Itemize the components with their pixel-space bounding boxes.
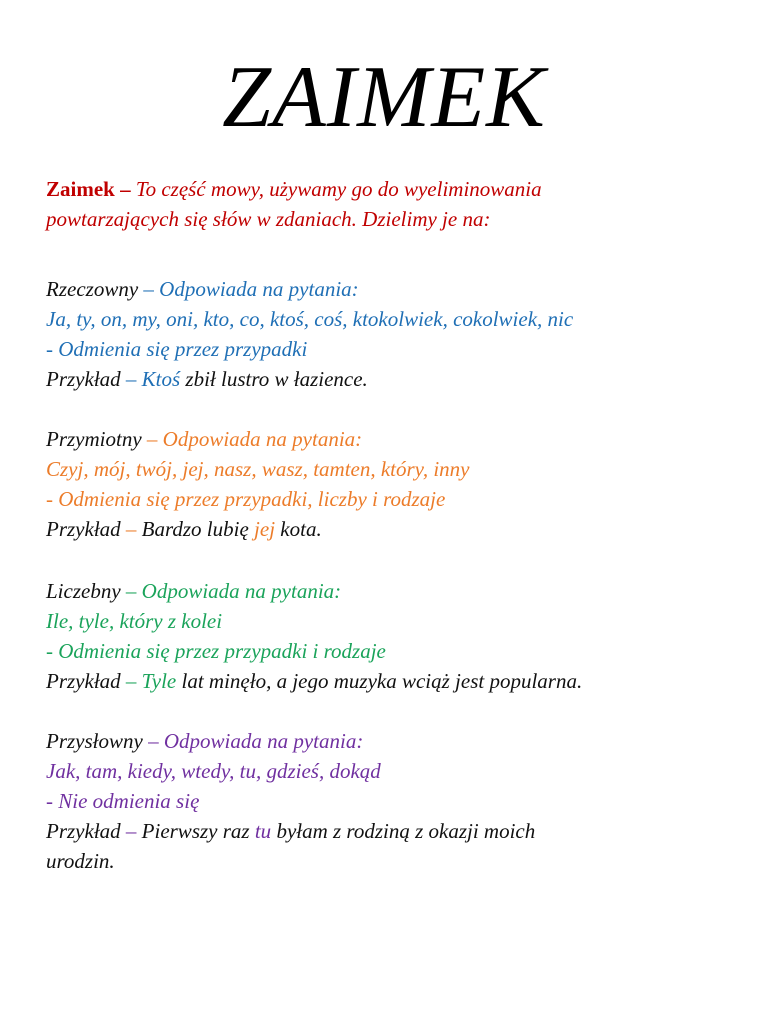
section-question: – Odpowiada na pytania: [138, 277, 359, 301]
example-label: Przykład [46, 669, 121, 693]
section-heading [46, 726, 746, 756]
example-dash: – [120, 819, 142, 843]
section-examples: Ile, tyle, który z kolei [46, 609, 223, 633]
example-rest: kota. [275, 517, 322, 541]
section-question: – Odpowiada na pytania: [142, 729, 364, 753]
section-przyslowny [46, 726, 746, 876]
section-heading [46, 274, 746, 304]
example-label: Przykład [46, 367, 121, 391]
section-rzeczowny [46, 274, 746, 394]
example-dash: – [120, 669, 142, 693]
section-question: – Odpowiada na pytania: [141, 427, 363, 451]
section-liczebny [46, 576, 746, 696]
example-label: Przykład [46, 819, 121, 843]
intro-paragraph [46, 174, 746, 234]
section-inflection: - Odmienia się przez przypadki i rodzaje [46, 639, 386, 663]
section-example-sentence [46, 816, 746, 846]
example-rest: lat minęło, a jego muzyka wciąż jest popularna. [176, 669, 583, 693]
intro-line-1 [46, 174, 746, 204]
intro-term: Zaimek – [46, 177, 131, 201]
section-heading [46, 424, 746, 454]
section-inflection: - Nie odmienia się [46, 789, 200, 813]
example-dash: – [120, 367, 142, 391]
example-highlight: Ktoś [141, 367, 181, 391]
example-rest: zbił lustro w łazience. [180, 367, 368, 391]
section-examples: Ja, ty, on, my, oni, kto, co, ktoś, coś, ktokolwiek, cokolwiek, nic [46, 307, 574, 331]
section-heading [46, 576, 746, 606]
section-inflection: - Odmienia się przez przypadki [46, 337, 308, 361]
example-rest: byłam z rodziną z okazji moich [271, 819, 536, 843]
section-inflection: - Odmienia się przez przypadki, liczby i rodzaje [46, 487, 446, 511]
section-examples: Czyj, mój, twój, jej, nasz, wasz, tamten, który, inny [46, 457, 470, 481]
example-dash: – [120, 517, 142, 541]
section-question: – Odpowiada na pytania: [120, 579, 342, 603]
section-example-sentence [46, 514, 746, 544]
example-highlight: tu [254, 819, 272, 843]
section-name: Przymiotny [46, 427, 142, 451]
section-examples: Jak, tam, kiedy, wtedy, tu, gdzieś, dokąd [46, 759, 381, 783]
section-przymiotny [46, 424, 746, 544]
intro-line-2: powtarzających się słów w zdaniach. Dzielimy je na: [46, 207, 491, 231]
example-before: Bardzo lubię [141, 517, 255, 541]
section-name: Przysłowny [46, 729, 143, 753]
section-example-sentence [46, 364, 746, 394]
example-before: Pierwszy raz [141, 819, 255, 843]
section-name: Liczebny [46, 579, 121, 603]
intro-definition: To część mowy, używamy go do wyeliminowania [130, 177, 542, 201]
page-title: ZAIMEK [222, 49, 546, 146]
example-continuation: urodzin. [46, 849, 115, 873]
section-example-sentence [46, 666, 746, 696]
section-name: Rzeczowny [46, 277, 139, 301]
example-highlight: jej [254, 517, 276, 541]
example-label: Przykład [46, 517, 121, 541]
example-highlight: Tyle [141, 669, 177, 693]
